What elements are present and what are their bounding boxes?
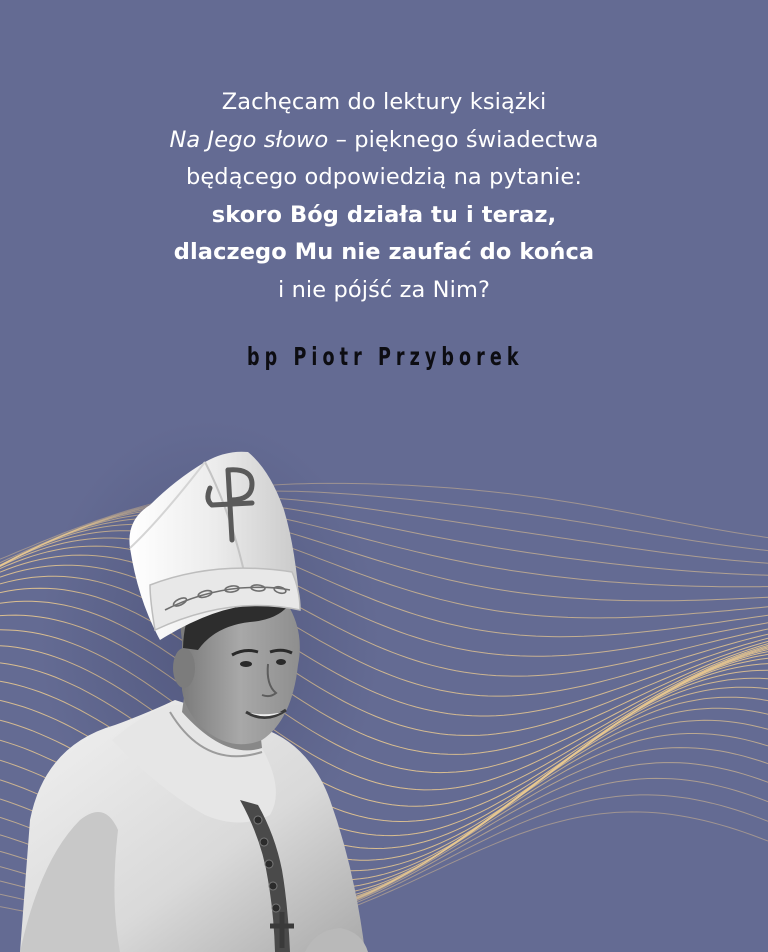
quote-line-6: i nie pójść za Nim? <box>277 276 491 303</box>
quote-line-2-rest: – pięknego świadectwa <box>328 126 599 153</box>
author-name: bp Piotr Przyborek <box>247 342 524 371</box>
quote-line-1: Zachęcam do lektury książki <box>221 89 547 115</box>
quote-line-4: skoro Bóg działa tu i teraz, <box>211 201 557 228</box>
book-title: Na Jego słowo <box>169 126 329 153</box>
quote-line-3: będącego odpowiedzią na pytanie: <box>185 164 583 190</box>
quote-line-5: dlaczego Mu nie zaufać do końca <box>173 239 595 265</box>
